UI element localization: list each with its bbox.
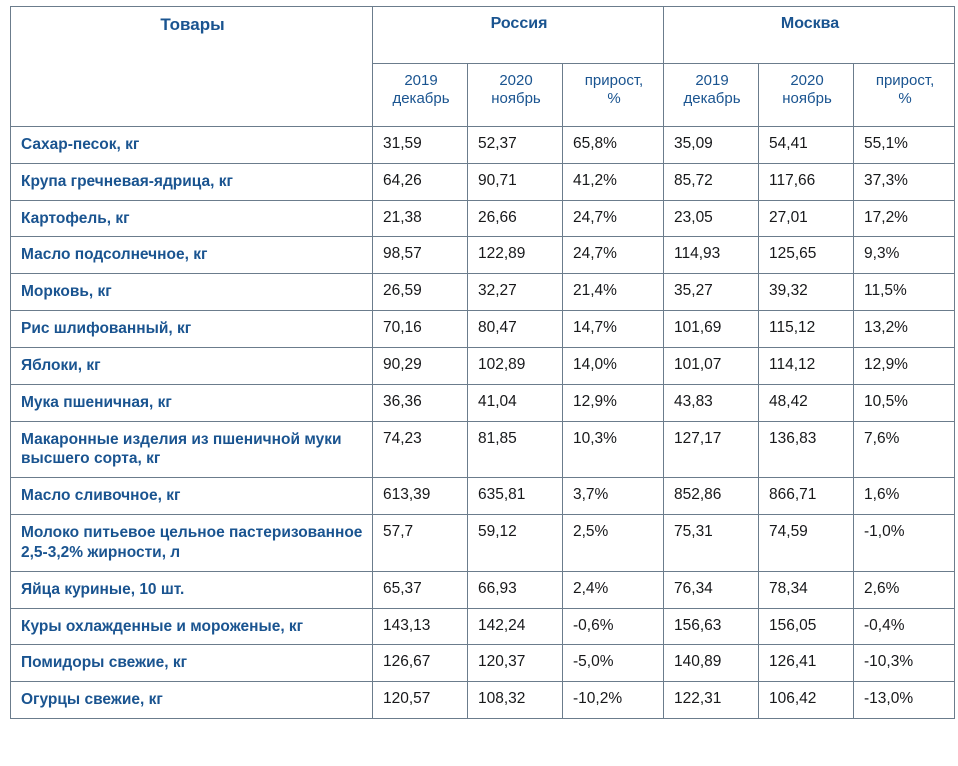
column-header-moscow-2019 [664,64,759,127]
column-header-moscow-2019-year: 2019 [695,72,729,89]
row-value-cell: -0,6% [563,608,664,645]
row-value-cell: 120,37 [468,645,563,682]
row-value-cell: 156,63 [664,608,759,645]
row-product-name: Масло подсолнечное, кг [11,237,373,274]
row-value-cell: 55,1% [854,127,955,164]
row-value-cell: 65,37 [373,571,468,608]
column-header-russia-growth-label: прирост, [584,72,644,89]
table-row [11,237,955,274]
row-value-cell: 43,83 [664,384,759,421]
row-value-cell: 852,86 [664,478,759,515]
table-row [11,608,955,645]
row-value-cell: 3,7% [563,478,664,515]
price-comparison-table [10,6,955,719]
row-product-name: Мука пшеничная, кг [11,384,373,421]
row-value-cell: -0,4% [854,608,955,645]
column-header-moscow-growth-label: прирост, [875,72,935,89]
row-product-name: Картофель, кг [11,200,373,237]
row-value-cell: 10,3% [563,421,664,478]
row-value-cell: 85,72 [664,163,759,200]
table-body [11,127,955,719]
row-value-cell: 74,59 [759,515,854,572]
row-value-cell: 17,2% [854,200,955,237]
column-header-moscow-2019-month: декабрь [683,90,741,108]
row-value-cell: 52,37 [468,127,563,164]
row-value-cell: 57,7 [373,515,468,572]
row-value-cell: 23,05 [664,200,759,237]
row-product-name: Крупа гречневая-ядрица, кг [11,163,373,200]
row-value-cell: 74,23 [373,421,468,478]
row-product-name: Морковь, кг [11,274,373,311]
column-header-moscow-2020-month: ноябрь [782,90,832,108]
row-product-name: Масло сливочное, кг [11,478,373,515]
column-header-russia-2019 [373,64,468,127]
row-value-cell: 75,31 [664,515,759,572]
row-value-cell: 117,66 [759,163,854,200]
column-header-moscow-growth-unit: % [898,90,912,108]
row-value-cell: -10,2% [563,682,664,719]
row-value-cell: 80,47 [468,311,563,348]
row-value-cell: -5,0% [563,645,664,682]
row-product-name: Помидоры свежие, кг [11,645,373,682]
row-value-cell: 12,9% [854,347,955,384]
row-value-cell: 120,57 [373,682,468,719]
table-row [11,682,955,719]
row-value-cell: 27,01 [759,200,854,237]
row-value-cell: 2,6% [854,571,955,608]
table-row [11,311,955,348]
table-row [11,478,955,515]
row-value-cell: 122,89 [468,237,563,274]
row-value-cell: 70,16 [373,311,468,348]
table-header [11,7,955,127]
row-value-cell: 7,6% [854,421,955,478]
table-row [11,515,955,572]
row-value-cell: 21,38 [373,200,468,237]
row-value-cell: 13,2% [854,311,955,348]
table-row [11,127,955,164]
row-value-cell: 1,6% [854,478,955,515]
table-row [11,645,955,682]
row-value-cell: 156,05 [759,608,854,645]
row-value-cell: 98,57 [373,237,468,274]
column-header-goods: Товары [11,7,373,127]
row-value-cell: 66,93 [468,571,563,608]
row-value-cell: -10,3% [854,645,955,682]
table-row [11,274,955,311]
row-value-cell: 126,67 [373,645,468,682]
row-value-cell: 26,66 [468,200,563,237]
column-header-moscow-2020-year: 2020 [790,72,824,89]
row-value-cell: 76,34 [664,571,759,608]
table-row [11,163,955,200]
row-value-cell: 26,59 [373,274,468,311]
row-value-cell: 140,89 [664,645,759,682]
row-value-cell: 39,32 [759,274,854,311]
row-value-cell: 136,83 [759,421,854,478]
row-value-cell: 108,32 [468,682,563,719]
row-value-cell: 2,4% [563,571,664,608]
row-value-cell: 24,7% [563,237,664,274]
row-value-cell: 12,9% [563,384,664,421]
table-row [11,384,955,421]
row-value-cell: 613,39 [373,478,468,515]
row-value-cell: 14,7% [563,311,664,348]
column-group-russia: Россия [373,7,664,64]
row-value-cell: 21,4% [563,274,664,311]
row-value-cell: 90,29 [373,347,468,384]
row-value-cell: 35,09 [664,127,759,164]
column-header-russia-2019-year: 2019 [404,72,438,89]
row-value-cell: 126,41 [759,645,854,682]
row-value-cell: 81,85 [468,421,563,478]
row-value-cell: 115,12 [759,311,854,348]
row-value-cell: 90,71 [468,163,563,200]
row-product-name: Огурцы свежие, кг [11,682,373,719]
row-value-cell: 101,07 [664,347,759,384]
column-header-russia-2020 [468,64,563,127]
row-product-name: Макаронные изделия из пшеничной муки высшего сорта, кг [11,421,373,478]
row-value-cell: 122,31 [664,682,759,719]
table-row [11,347,955,384]
row-value-cell: 102,89 [468,347,563,384]
row-value-cell: -1,0% [854,515,955,572]
row-value-cell: 10,5% [854,384,955,421]
column-header-moscow-growth [854,64,955,127]
row-value-cell: 41,2% [563,163,664,200]
column-header-russia-growth-unit: % [607,90,621,108]
row-value-cell: 32,27 [468,274,563,311]
row-value-cell: 54,41 [759,127,854,164]
row-product-name: Яйца куриные, 10 шт. [11,571,373,608]
column-header-russia-growth [563,64,664,127]
row-value-cell: 11,5% [854,274,955,311]
column-header-russia-2020-year: 2020 [499,72,533,89]
table-row [11,421,955,478]
row-value-cell: 48,42 [759,384,854,421]
row-product-name: Яблоки, кг [11,347,373,384]
row-product-name: Рис шлифованный, кг [11,311,373,348]
row-value-cell: 127,17 [664,421,759,478]
row-value-cell: 9,3% [854,237,955,274]
row-value-cell: 65,8% [563,127,664,164]
table-row [11,200,955,237]
row-value-cell: 142,24 [468,608,563,645]
row-value-cell: 41,04 [468,384,563,421]
row-value-cell: 114,12 [759,347,854,384]
row-value-cell: 2,5% [563,515,664,572]
column-header-moscow-2020 [759,64,854,127]
row-value-cell: 106,42 [759,682,854,719]
row-value-cell: 78,34 [759,571,854,608]
column-header-russia-2019-month: декабрь [392,90,450,108]
row-product-name: Сахар-песок, кг [11,127,373,164]
column-group-moscow: Москва [664,7,955,64]
row-value-cell: 635,81 [468,478,563,515]
row-product-name: Куры охлажденные и мороженые, кг [11,608,373,645]
row-value-cell: 36,36 [373,384,468,421]
row-value-cell: 35,27 [664,274,759,311]
table-header-group-row [11,7,955,64]
row-value-cell: 14,0% [563,347,664,384]
row-value-cell: 64,26 [373,163,468,200]
row-value-cell: 24,7% [563,200,664,237]
table-row [11,571,955,608]
row-value-cell: 101,69 [664,311,759,348]
row-value-cell: 143,13 [373,608,468,645]
row-value-cell: -13,0% [854,682,955,719]
row-value-cell: 866,71 [759,478,854,515]
row-value-cell: 114,93 [664,237,759,274]
row-value-cell: 125,65 [759,237,854,274]
row-value-cell: 37,3% [854,163,955,200]
row-value-cell: 59,12 [468,515,563,572]
row-product-name: Молоко питьевое цельное пастеризованное 2,5-3,2% жирности, л [11,515,373,572]
column-header-russia-2020-month: ноябрь [491,90,541,108]
row-value-cell: 31,59 [373,127,468,164]
